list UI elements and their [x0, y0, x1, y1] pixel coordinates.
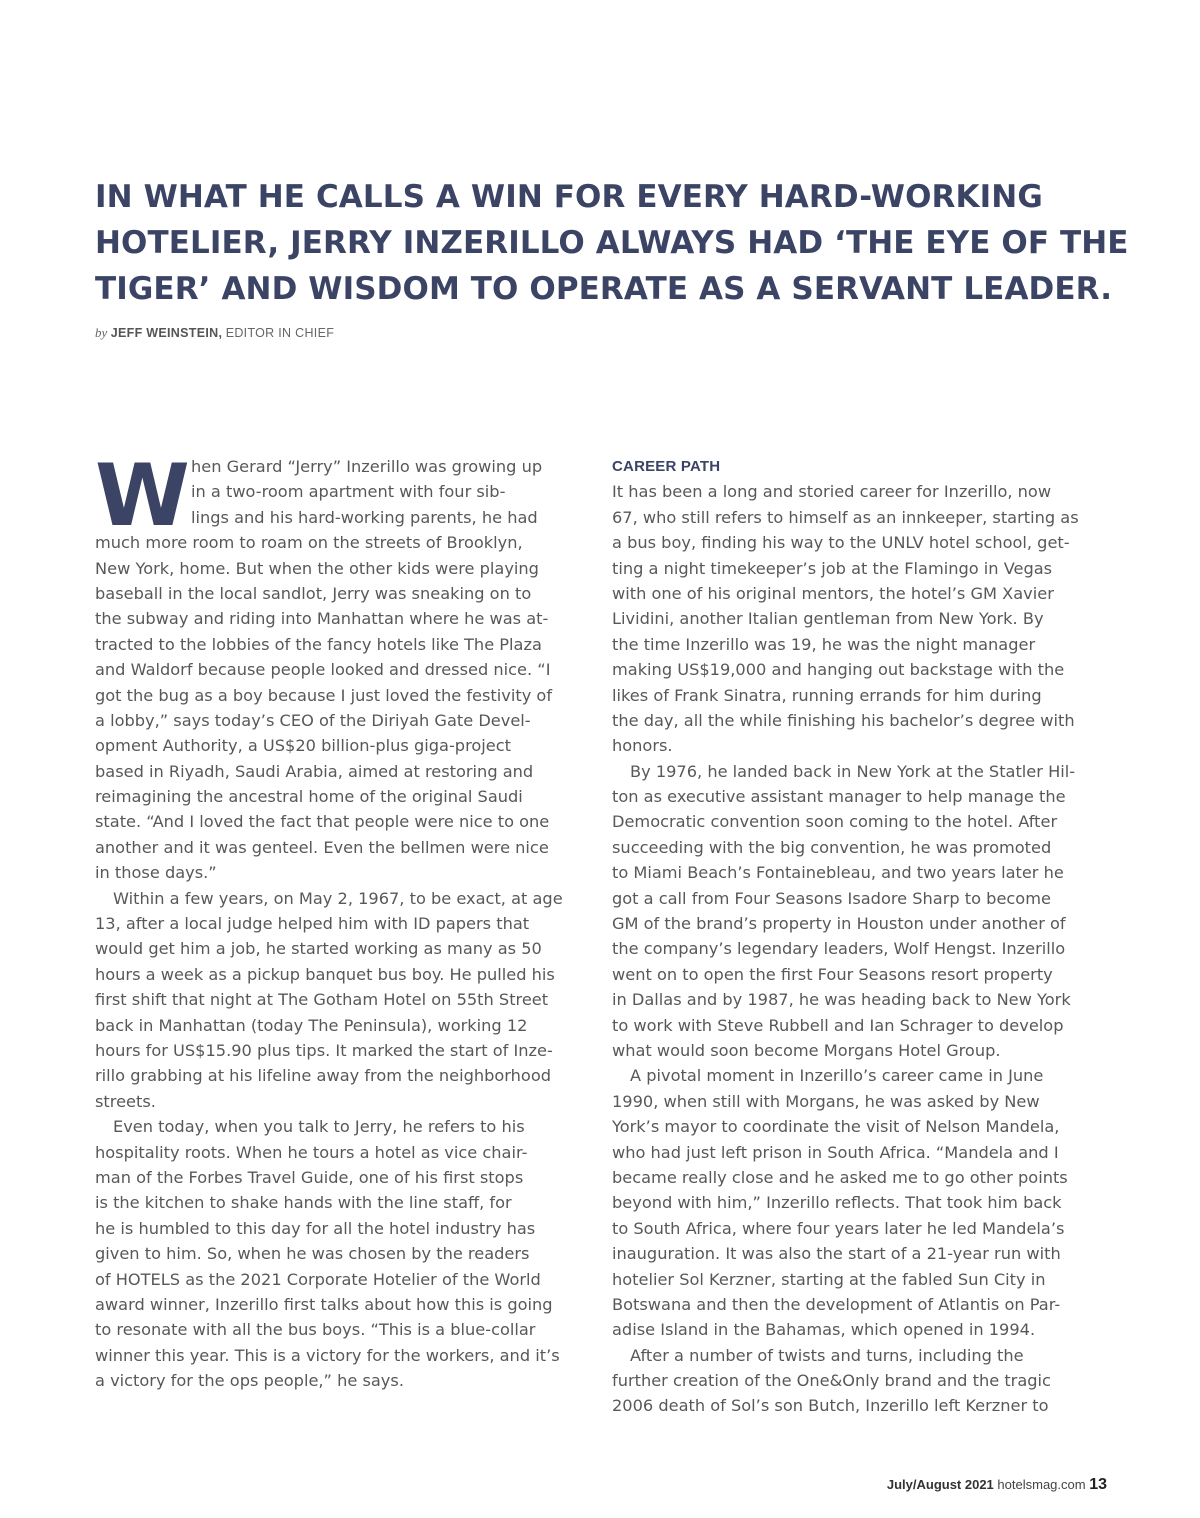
article-line: adise Island in the Bahamas, which opened in 1994.: [612, 1320, 1036, 1340]
article-line: hen Gerard “Jerry” Inzerillo was growing up: [191, 457, 543, 476]
article-line: the company’s legendary leaders, Wolf Hengst. Inzerillo: [612, 939, 1066, 959]
article-line: baseball in the local sandlot, Jerry was sneaking on to: [95, 583, 532, 603]
article-line: back in Manhattan (today The Peninsula), working 12: [95, 1015, 528, 1035]
article-line: GM of the brand’s property in Houston under another of: [612, 914, 1066, 934]
article-line: ting a night timekeeper’s job at the Flamingo in Vegas: [612, 558, 1053, 578]
article-line: inauguration. It was also the start of a 21-year run with: [612, 1244, 1061, 1264]
article-line: After a number of twists and turns, including the: [630, 1345, 1024, 1365]
article-line: 67, who still refers to himself as an innkeeper, starting as: [612, 507, 1079, 527]
section-heading: CAREER PATH: [612, 458, 721, 475]
byline-by: by: [95, 325, 108, 340]
article-line: Lividini, another Italian gentleman from New York. By: [612, 609, 1044, 629]
article-line: of HOTELS as the 2021 Corporate Hotelier of the World: [95, 1269, 541, 1289]
article-line: man of the Forbes Travel Guide, one of his first stops: [95, 1167, 524, 1187]
byline-author: JEFF WEINSTEIN,: [110, 326, 223, 340]
article-line: to resonate with all the bus boys. “This is a blue-collar: [95, 1320, 536, 1340]
article-line: lings and his hard-working parents, he had: [191, 507, 538, 527]
article-line: and Waldorf because people looked and dressed nice. “I: [95, 660, 551, 680]
article-line: to work with Steve Rubbell and Ian Schrager to develop: [612, 1015, 1064, 1035]
article-column-right: [612, 454, 1112, 1419]
article-line: a victory for the ops people,” he says.: [95, 1371, 404, 1391]
article-line: 1990, when still with Morgans, he was asked by New: [612, 1091, 1040, 1111]
article-line: award winner, Inzerillo first talks about how this is going: [95, 1294, 553, 1314]
headline-line: TIGER’ AND WISDOM TO OPERATE AS A SERVANT LEADER.: [95, 271, 1113, 307]
article-line: got a call from Four Seasons Isadore Sharp to become: [612, 888, 1051, 908]
article-line: It has been a long and storied career for Inzerillo, now: [612, 482, 1052, 502]
article-line: the day, all the while finishing his bachelor’s degree with: [612, 710, 1075, 730]
article-line: in Dallas and by 1987, he was heading back to New York: [612, 990, 1071, 1010]
article-line: streets.: [95, 1091, 156, 1111]
article-line: based in Riyadh, Saudi Arabia, aimed at restoring and: [95, 761, 534, 781]
article-line: Democratic convention soon coming to the hotel. After: [612, 812, 1058, 832]
article-line: beyond with him,” Inzerillo reflects. That took him back: [612, 1193, 1062, 1213]
article-line: rillo grabbing at his lifeline away from the neighborhood: [95, 1066, 552, 1086]
article-line: reimagining the ancestral home of the original Saudi: [95, 787, 523, 807]
article-line: ton as executive assistant manager to help manage the: [612, 787, 1066, 807]
headline: [95, 174, 1135, 312]
article-line: to South Africa, where four years later he led Mandela’s: [612, 1218, 1065, 1238]
article-line: likes of Frank Sinatra, running errands for him during: [612, 685, 1042, 705]
article-line: the time Inzerillo was 19, he was the night manager: [612, 634, 1036, 654]
article-line: further creation of the One&Only brand and the tragic: [612, 1371, 1051, 1391]
article-line: succeeding with the big convention, he was promoted: [612, 837, 1052, 857]
article-line: what would soon become Morgans Hotel Group.: [612, 1040, 1001, 1060]
footer-site: hotelsmag.com: [997, 1477, 1086, 1492]
article-line: New York, home. But when the other kids were playing: [95, 558, 539, 578]
headline-line: HOTELIER, JERRY INZERILLO ALWAYS HAD ‘THE EYE OF THE: [95, 225, 1129, 261]
article-line: By 1976, he landed back in New York at the Statler Hil-: [630, 761, 1076, 781]
drop-cap: W: [95, 446, 190, 546]
byline-role: EDITOR IN CHIEF: [225, 326, 335, 340]
article-line: first shift that night at The Gotham Hotel on 55th Street: [95, 990, 549, 1010]
article-line: became really close and he asked me to go other points: [612, 1167, 1068, 1187]
article-line: the subway and riding into Manhattan where he was at-: [95, 609, 549, 629]
article-line: 13, after a local judge helped him with ID papers that: [95, 914, 530, 934]
article-line: hospitality roots. When he tours a hotel as vice chair-: [95, 1142, 528, 1162]
article-line: A pivotal moment in Inzerillo’s career came in June: [630, 1066, 1044, 1086]
article-line: would get him a job, he started working as many as 50: [95, 939, 542, 959]
headline-line: IN WHAT HE CALLS A WIN FOR EVERY HARD-WORKING: [95, 179, 1043, 215]
article-line: went on to open the first Four Seasons resort property: [612, 964, 1053, 984]
article-line: given to him. So, when he was chosen by the readers: [95, 1244, 530, 1264]
byline: [95, 325, 334, 341]
article-line: Within a few years, on May 2, 1967, to be exact, at age: [113, 888, 563, 908]
article-line: he is humbled to this day for all the hotel industry has: [95, 1218, 536, 1238]
article-line: winner this year. This is a victory for the workers, and it’s: [95, 1345, 560, 1365]
article-line: to Miami Beach’s Fontainebleau, and two years later he: [612, 863, 1064, 883]
article-line: hours for US$15.90 plus tips. It marked the start of Inze-: [95, 1040, 553, 1060]
article-line: Even today, when you talk to Jerry, he refers to his: [113, 1117, 525, 1137]
article-line: state. “And I loved the fact that people were nice to one: [95, 812, 550, 832]
article-line: hotelier Sol Kerzner, starting at the fabled Sun City in: [612, 1269, 1046, 1289]
article-line: in those days.”: [95, 863, 217, 883]
article-line: hours a week as a pickup banquet bus boy. He pulled his: [95, 964, 555, 984]
article-line: is the kitchen to shake hands with the line staff, for: [95, 1193, 512, 1213]
article-line: opment Authority, a US$20 billion-plus giga-project: [95, 736, 511, 756]
article-line: making US$19,000 and hanging out backstage with the: [612, 660, 1065, 680]
page-footer: [887, 1476, 1107, 1494]
article-line: 2006 death of Sol’s son Butch, Inzerillo left Kerzner to: [612, 1396, 1049, 1416]
article-line: another and it was genteel. Even the bellmen were nice: [95, 837, 549, 857]
article-line: a bus boy, finding his way to the UNLV hotel school, get-: [612, 533, 1070, 553]
article-line: York’s mayor to coordinate the visit of Nelson Mandela,: [612, 1117, 1060, 1137]
article-line: much more room to roam on the streets of Brooklyn,: [95, 533, 523, 553]
article-line: with one of his original mentors, the hotel’s GM Xavier: [612, 583, 1054, 603]
article-line: a lobby,” says today’s CEO of the Diriyah Gate Devel-: [95, 710, 531, 730]
article-line: who had just left prison in South Africa. “Mandela and I: [612, 1142, 1059, 1162]
article-column-left: [95, 446, 595, 1393]
footer-issue: July/August 2021: [886, 1477, 994, 1492]
article-line: tracted to the lobbies of the fancy hotels like The Plaza: [95, 634, 542, 654]
article-line: honors.: [612, 736, 673, 756]
article-line: got the bug as a boy because I just loved the festivity of: [95, 685, 553, 705]
page-number: 13: [1089, 1476, 1107, 1493]
article-line: in a two-room apartment with four sib-: [191, 482, 506, 502]
article-line: Botswana and then the development of Atlantis on Par-: [612, 1294, 1061, 1314]
